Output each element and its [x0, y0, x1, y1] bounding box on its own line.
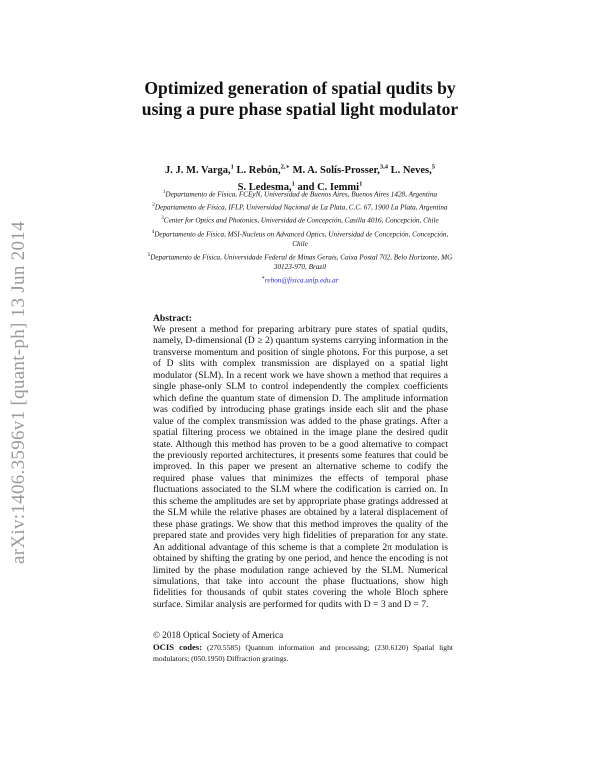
author: and C. Iemmi$^1$	[297, 180, 363, 193]
affiliation: $^1$Departamento de Física, FCEyN, Universidad de Buenos Aires, Buenos Aires 1428, Argentina	[162, 190, 438, 199]
copyright-notice: © 2018 Optical Society of America	[153, 630, 284, 640]
author: L. Neves,$^5$	[390, 163, 435, 176]
ocis-text: (270.5585) Quantum information and processing; (230.6120) Spatial light modulators; (050.1950) Diffraction gratings.	[153, 643, 453, 663]
paper-title: Optimized generation of spatial qudits by using a pure phase spatial light modulator	[141, 78, 459, 119]
author: M. A. Solís-Prosser,$^{3,4}$	[292, 163, 388, 176]
abstract-body: We present a method for preparing arbitrary pure states of spatial qudits, namely, D-dimensional (D ≥ 2) quantum systems carrying information in the transverse momentum and position of single photons. For this purpose, a set of D slits with complex transmission are displayed on a spatial light modulator (SLM). In a recent work we have shown a method that requires a single phase-only SLM to control independently the complex coefficients which define the quantum state of dimension D. The amplitude information was codified by introducing phase gratings inside each slit and the phase value of the complex transmission was added to the phase gratings. After a spatial filtering process we obtained in the image plane the desired qudit state. Although this method has proven to be a good alternative to compact the previously reported architectures, it presents some features that could be improved. In this paper we present an alternative scheme to codify the required phase values that minimizes the effects of temporal phase fluctuations associated to the SLM where the codification is carried on. In this scheme the amplitudes are set by appropriate phase gratings addressed at the SLM while the relative phases are obtained by a lateral displacement of these phase gratings. We show that this method improves the quality of the prepared state and provides very high fidelities of preparation for any state. An additional advantage of this scheme is that a complete 2π modulation is obtained by shifting the grating by one period, and hence the encoding is not limited by the phase modulation range achieved by the SLM. Numerical simulations, that take into account the phase fluctuations, show high fidelities for thousands of qubit states covering the whole Bloch sphere surface. Similar analysis are performed for qudits with D = 3 and D = 7.	[153, 324, 448, 610]
corresponding-email[interactable]: ∗rebon@fisica.unlp.edu.ar	[261, 275, 339, 284]
affiliation: $^4$Departamento de Física, MSI-Nucleus on Advanced Optics, Universidad de Concepción, Concepción, Chile	[151, 229, 449, 248]
abstract-heading: Abstract:	[153, 313, 192, 324]
arxiv-identifier: arXiv:1406.3596v1 [quant-ph] 13 Jun 2014	[8, 221, 29, 564]
author: S. Ledesma,$^1$	[237, 180, 295, 193]
affiliation: $^2$Departamento de Física, IFLP, Universidad Nacional de La Plata, C.C. 67, 1900 La Plata, Argentina	[152, 203, 448, 212]
author: L. Rebón,$^{2,∗}$	[236, 163, 290, 176]
author: J. J. M. Varga,$^1$	[165, 163, 234, 176]
affiliation: $^3$Center for Optics and Photonics, Universidad de Concepción, Casilla 4016, Concepción, Chile	[161, 216, 439, 225]
affiliation: $^5$Departamento de Física, Universidade Federal de Minas Gerais, Caixa Postal 702, Belo Horizonte, MG 30123-970, Brazil	[147, 252, 453, 271]
ocis-label: OCIS codes:	[153, 642, 203, 652]
affiliations	[145, 188, 455, 286]
ocis-codes	[153, 642, 453, 664]
